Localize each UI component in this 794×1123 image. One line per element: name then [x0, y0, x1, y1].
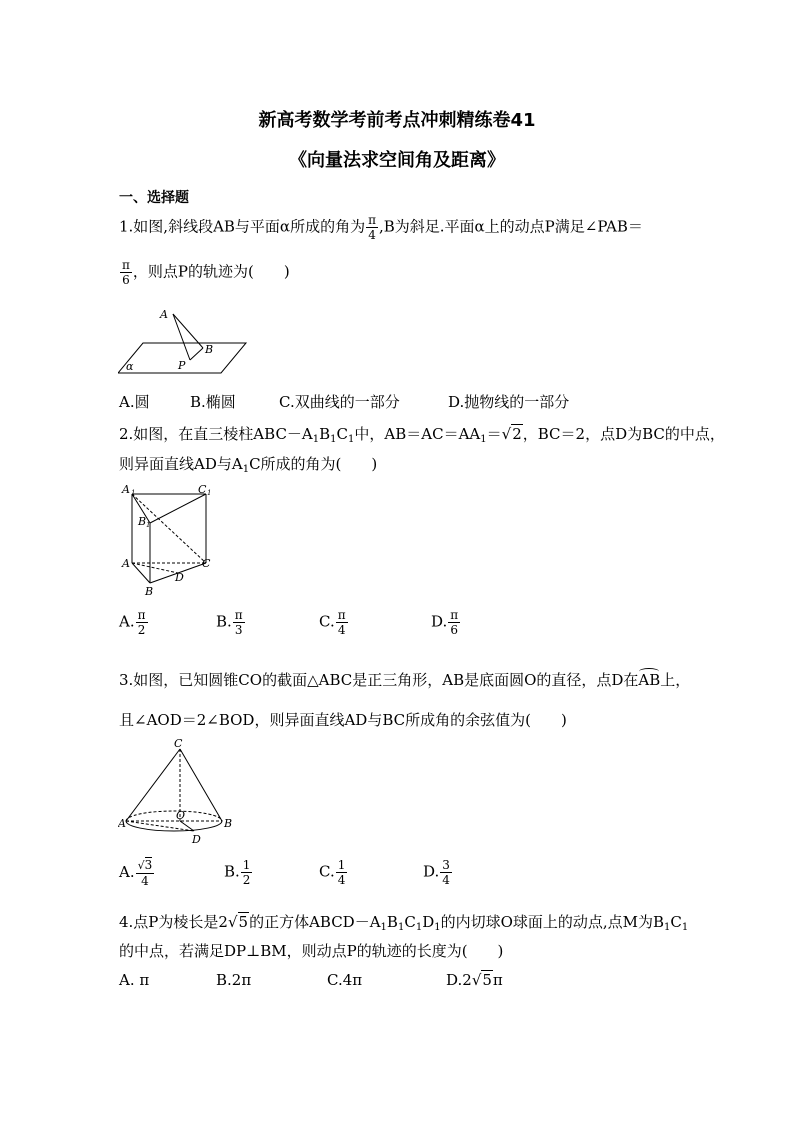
q1-label-p: P	[178, 359, 186, 372]
q2-label-c: C	[202, 557, 211, 570]
q4-option-a: A. π	[119, 971, 150, 989]
q3-option-d: D. $\frac{3}{4}$	[423, 858, 450, 887]
q3-line2: 且∠AOD＝2∠BOD，则异面直线AD与BC所成角的余弦值为( )	[119, 711, 567, 729]
q2-line2: 则异面直线AD与$A_1C$所成的角为( )	[119, 455, 378, 475]
q2-label-b1-sub: 1	[146, 521, 151, 529]
q1-label-alpha: α	[126, 360, 134, 373]
q1-fraction-1: $\frac{\pi}{4}$	[368, 213, 376, 242]
q3-option-c: C. $\frac{1}{4}$	[319, 858, 346, 887]
q3-label-c: C	[174, 737, 183, 750]
q2-label-a1: A	[122, 483, 130, 496]
q1-label-a: A	[160, 308, 168, 321]
q3-arc-ab: AB	[638, 671, 661, 689]
q2-sqrt: √2	[501, 425, 522, 443]
q4-option-c: C.4π	[327, 971, 363, 989]
page-subtitle: 《向量法求空间角及距离》	[289, 150, 505, 171]
q4-sqrt: √5	[227, 913, 249, 931]
q2-label-a: A	[122, 557, 130, 570]
q3-label-b: B	[224, 817, 233, 830]
q2-option-c: C. $\frac{\pi}{4}$	[319, 608, 346, 637]
q4-line2: 的中点，若满足DP⊥BM，则动点P的轨迹的长度为( )	[119, 942, 504, 960]
q2-label-a1-sub: 1	[131, 489, 136, 497]
page-title: 新高考数学考前考点冲刺精练卷41	[258, 110, 536, 131]
q1-option-c: C.双曲线的一部分	[279, 393, 400, 411]
q1-option-a: A.圆	[119, 393, 150, 411]
q3-label-o: O	[176, 809, 186, 822]
q1-option-d: D.抛物线的一部分	[448, 393, 570, 411]
q3-option-a: A. $\frac{√3}{4}$	[119, 858, 153, 888]
q4-line1: 4.点P为棱长是2√5的正方体$ABCD-A_1B_1C_1D_1$的内切球O球面上的动点,点M为$B_1C_1$	[119, 913, 689, 933]
q3-label-a: A	[118, 817, 126, 830]
q1-figure	[118, 306, 248, 378]
q2-line1: 2.如图，在直三棱柱$ABC-A_1B_1C_1$中，$AB=AC=AA_1=√2$，BC＝2，点D为BC的中点，	[119, 425, 725, 445]
q2-label-b1: B	[138, 515, 147, 528]
q1-fraction-2: $\frac{\pi}{6}$	[122, 258, 130, 287]
q2-option-d: D. $\frac{\pi}{6}$	[431, 608, 459, 637]
q3-option-b: B. $\frac{1}{2}$	[224, 858, 251, 887]
q2-label-d: D	[175, 571, 184, 584]
q3-figure	[118, 735, 238, 847]
q3-label-d: D	[192, 833, 201, 846]
q1-option-b: B.椭圆	[190, 393, 236, 411]
q3-line1: 3.如图，已知圆锥CO的截面△ABC是正三角形，AB是底面圆O的直径，点D在AB上，	[119, 671, 691, 689]
q1-line1: 1.如图,斜线段AB与平面α所成的角为 $\frac{\pi}{4}$ ,B为斜足.平面α上的动点P满足∠PAB＝	[119, 213, 643, 242]
q2-label-c1: C	[198, 483, 207, 496]
q2-label-b: B	[145, 585, 154, 598]
q2-option-b: B. $\frac{\pi}{3}$	[216, 608, 243, 637]
q2-label-c1-sub: 1	[207, 489, 212, 497]
section-heading: 一、选择题	[119, 190, 189, 206]
q1-label-b: B	[205, 343, 214, 356]
q2-figure	[118, 481, 218, 599]
q4-option-d: D.2√5π	[446, 971, 503, 989]
q2-option-a: A. $\frac{\pi}{2}$	[119, 608, 146, 637]
q4-option-b: B.2π	[216, 971, 252, 989]
q1-line2: $\frac{\pi}{6}$ ，则点P的轨迹为( )	[122, 258, 290, 287]
